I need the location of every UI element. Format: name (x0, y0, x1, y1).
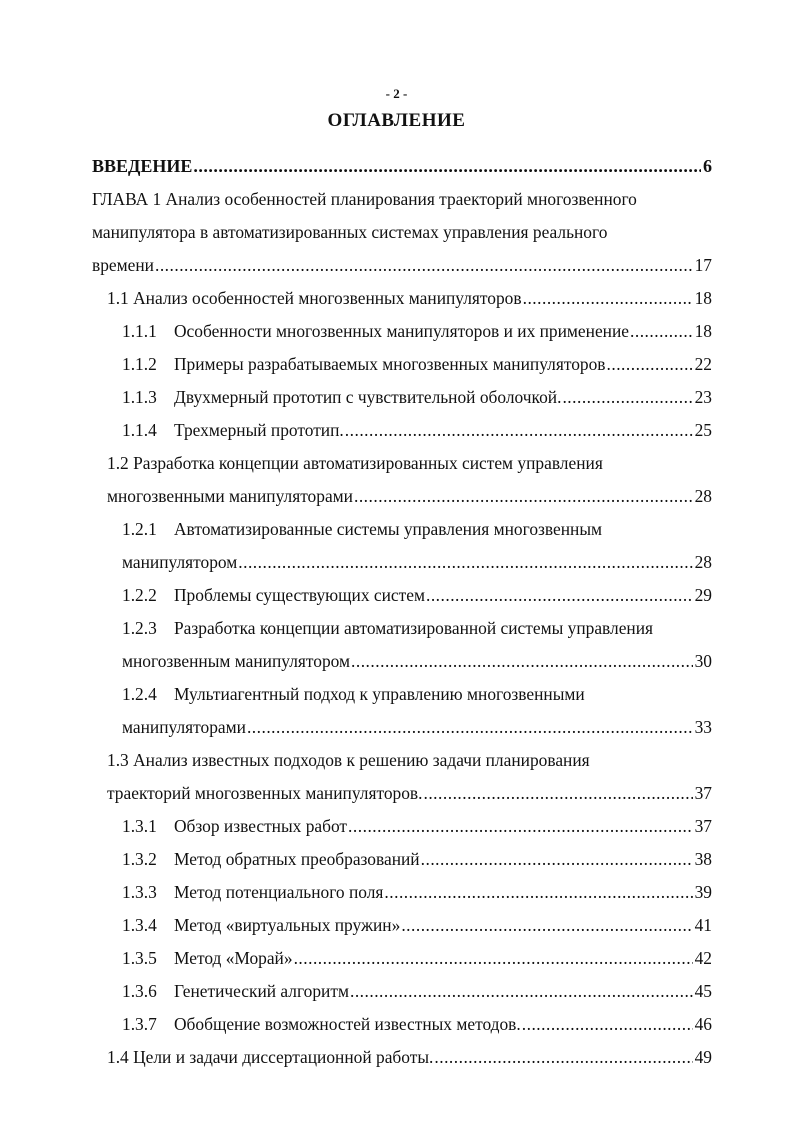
page-ref: 18 (694, 321, 712, 341)
toc-line (92, 183, 712, 216)
page-ref: 37 (694, 783, 712, 803)
toc-line (92, 579, 712, 612)
dot-leader (344, 414, 693, 447)
dot-leader (246, 711, 693, 744)
section-title: Обзор известных работ (174, 816, 348, 836)
toc-entry (92, 315, 712, 348)
dot-leader (433, 1041, 692, 1074)
toc-entry (92, 447, 712, 513)
dot-leader (420, 843, 693, 876)
section-title: Метод потенциального поля (174, 882, 384, 902)
section-number: 1.1.1 (122, 321, 157, 341)
section-title: манипуляторами (122, 717, 246, 737)
dot-leader (522, 282, 693, 315)
toc-entry (92, 843, 712, 876)
page-title: ОГЛАВЛЕНИЕ (327, 110, 466, 131)
page-ref: 29 (694, 585, 712, 605)
page-ref: 49 (694, 1047, 712, 1067)
dot-leader (425, 579, 693, 612)
section-number: 1.1.3 (122, 387, 157, 407)
toc-entry (92, 1008, 712, 1041)
section-number: 1.3.4 (122, 915, 157, 935)
dot-leader (154, 249, 693, 282)
table-of-contents (92, 150, 712, 1074)
toc-entry (92, 282, 712, 315)
dot-leader (349, 975, 693, 1008)
page-ref: 37 (694, 816, 712, 836)
toc-line (92, 777, 712, 810)
page-ref: 28 (694, 552, 712, 572)
toc-line (92, 645, 712, 678)
dot-leader (293, 942, 693, 975)
toc-line (92, 744, 712, 777)
section-title: Двухмерный прототип с чувствительной оболочкой. (174, 387, 562, 407)
section-title: Примеры разрабатываемых многозвенных манипуляторов (174, 354, 606, 374)
page-ref: 30 (694, 651, 712, 671)
toc-entry (92, 1041, 712, 1074)
section-title: траекторий многозвенных манипуляторов. (107, 783, 423, 803)
section-number: 1.3.6 (122, 981, 157, 1001)
section-title: Автоматизированные системы управления многозвенным (174, 519, 603, 539)
page-ref: 33 (694, 717, 712, 737)
page-ref: 38 (694, 849, 712, 869)
dot-leader (237, 546, 692, 579)
dot-leader (561, 381, 692, 414)
dot-leader (422, 777, 692, 810)
dot-leader (521, 1008, 693, 1041)
toc-entry (92, 810, 712, 843)
section-number: 1.1.4 (122, 420, 157, 440)
page-ref: 25 (694, 420, 712, 440)
toc-line (92, 414, 712, 447)
toc-line (92, 909, 712, 942)
toc-entry (92, 579, 712, 612)
section-title: 1.1 Анализ особенностей многозвенных манипуляторов (107, 288, 522, 308)
toc-line (92, 843, 712, 876)
toc-entry (92, 414, 712, 447)
section-number: 1.2.3 (122, 618, 157, 638)
dot-leader (383, 876, 692, 909)
section-number: 1.3.2 (122, 849, 157, 869)
section-title: 1.4 Цели и задачи диссертационной работы. (107, 1047, 434, 1067)
toc-entry (92, 942, 712, 975)
toc-entry (92, 183, 712, 282)
toc-entry (92, 909, 712, 942)
section-title: Трехмерный прототип. (174, 420, 344, 440)
toc-line (92, 282, 712, 315)
page-ref: 46 (694, 1014, 712, 1034)
dot-leader (400, 909, 692, 942)
page-ref: 18 (694, 288, 712, 308)
section-title: Генетический алгоритм (174, 981, 349, 1001)
toc-line (92, 810, 712, 843)
section-number: 1.2.1 (122, 519, 157, 539)
section-number: 1.3.7 (122, 1014, 157, 1034)
page-number: - 2 - (385, 86, 408, 101)
toc-line (92, 1041, 712, 1074)
section-title: Метод обратных преобразований (174, 849, 420, 869)
toc-line (92, 612, 712, 645)
page-ref: 39 (694, 882, 712, 902)
section-title: манипулятором (122, 552, 238, 572)
toc-line (92, 249, 712, 282)
section-title: 1.2 Разработка концепции автоматизированных систем управления (107, 453, 603, 473)
section-title: 1.3 Анализ известных подходов к решению задачи планирования (107, 750, 590, 770)
toc-entry (92, 348, 712, 381)
section-title: Метод «виртуальных пружин» (174, 915, 401, 935)
toc-line (92, 876, 712, 909)
section-title: Особенности многозвенных манипуляторов и их применение (174, 321, 630, 341)
toc-line (92, 546, 712, 579)
dot-leader (606, 348, 693, 381)
section-title: Проблемы существующих систем (174, 585, 425, 605)
section-number: 1.2.2 (122, 585, 157, 605)
dot-leader (347, 810, 693, 843)
toc-line (92, 150, 712, 183)
section-title: времени (92, 255, 154, 275)
section-number: 1.3.5 (122, 948, 157, 968)
section-number: 1.3.3 (122, 882, 157, 902)
page-ref: 23 (694, 387, 712, 407)
page-ref: 28 (694, 486, 712, 506)
toc-line (92, 315, 712, 348)
toc-line (92, 381, 712, 414)
page-ref: 17 (694, 255, 712, 275)
toc-line (92, 348, 712, 381)
toc-line (92, 480, 712, 513)
section-title: Обобщение возможностей известных методов. (174, 1014, 521, 1034)
toc-line (92, 678, 712, 711)
page-ref: 45 (694, 981, 712, 1001)
page-ref: 6 (703, 156, 712, 176)
toc-entry (92, 150, 712, 183)
dot-leader (350, 645, 693, 678)
toc-line (92, 711, 712, 744)
toc-entry (92, 678, 712, 744)
dot-leader (192, 150, 701, 183)
toc-line (92, 975, 712, 1008)
toc-entry (92, 381, 712, 414)
section-number: 1.2.4 (122, 684, 157, 704)
toc-line (92, 942, 712, 975)
toc-entry (92, 513, 712, 579)
dot-leader (629, 315, 693, 348)
section-title: Разработка концепции автоматизированной системы управления (174, 618, 654, 638)
section-title: Метод «Морай» (174, 948, 293, 968)
section-number: 1.3.1 (122, 816, 157, 836)
toc-entry (92, 612, 712, 678)
section-title: ГЛАВА 1 Анализ особенностей планирования траекторий многозвенного (92, 189, 637, 209)
section-title: манипулятора в автоматизированных системах управления реального (92, 222, 608, 242)
page-ref: 22 (694, 354, 712, 374)
page-ref: 42 (694, 948, 712, 968)
toc-line (92, 513, 712, 546)
toc-line (92, 447, 712, 480)
section-number: 1.1.2 (122, 354, 157, 374)
dot-leader (353, 480, 693, 513)
section-title: многозвенным манипулятором (122, 651, 351, 671)
page-ref: 41 (694, 915, 712, 935)
toc-line (92, 1008, 712, 1041)
toc-entry (92, 744, 712, 810)
section-title: многозвенными манипуляторами (107, 486, 353, 506)
toc-entry (92, 975, 712, 1008)
section-title: Мультиагентный подход к управлению многозвенными (174, 684, 585, 704)
toc-entry (92, 876, 712, 909)
section-title: ВВЕДЕНИЕ (92, 156, 193, 176)
toc-line (92, 216, 712, 249)
